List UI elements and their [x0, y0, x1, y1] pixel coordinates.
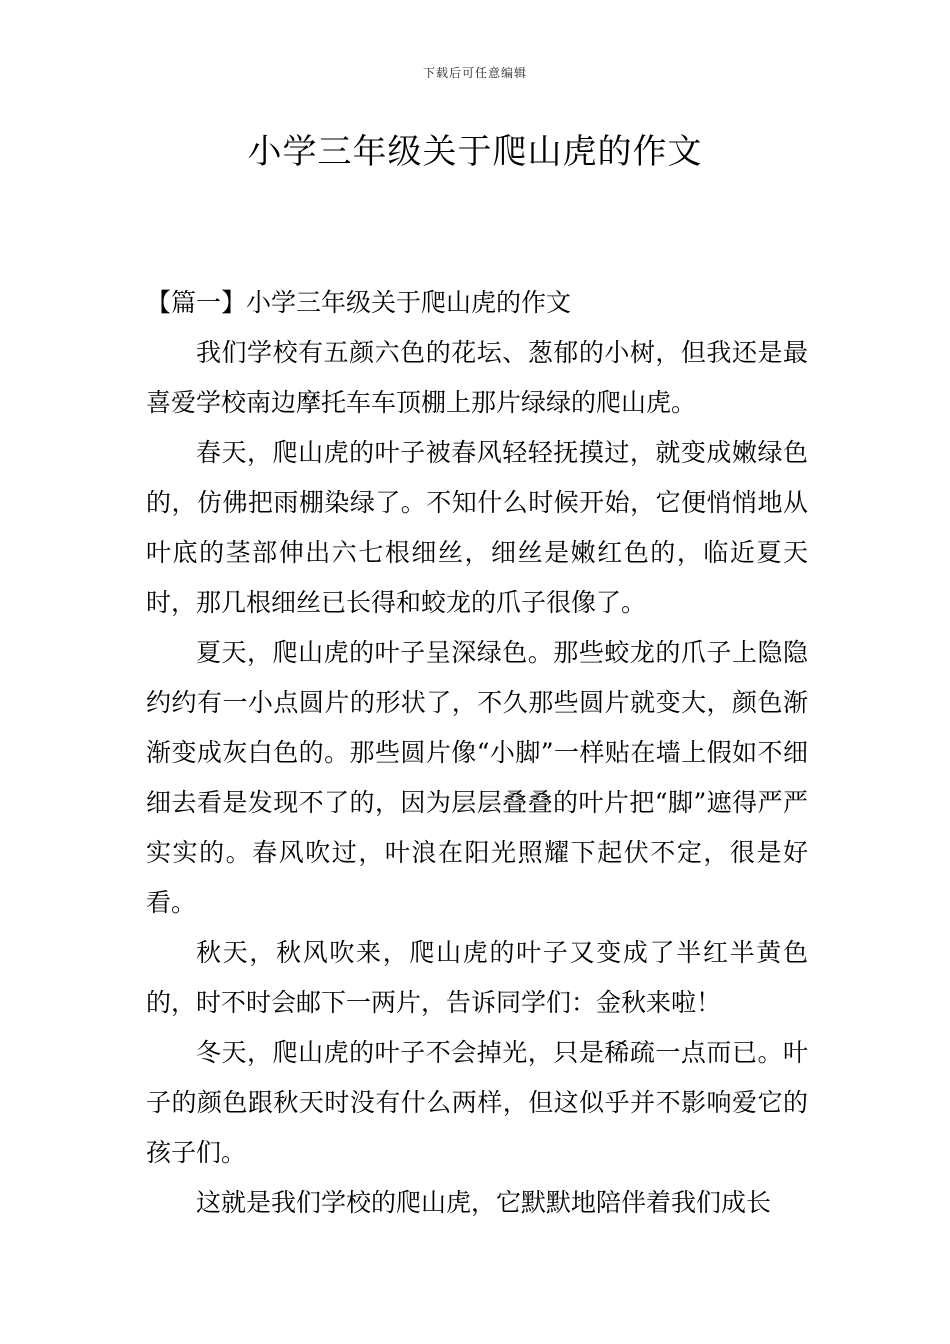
paragraph-winter: 冬天，爬山虎的叶子不会掉光，只是稀疏一点而已。叶子的颜色跟秋天时没有什么两样，但这似乎并不影响爱它的孩子们。 — [146, 1038, 808, 1167]
paragraph-conclusion: 这就是我们学校的爬山虎，它默默地陪伴着我们成长 — [196, 1188, 772, 1217]
paragraph-autumn: 秋天，秋风吹来，爬山虎的叶子又变成了半红半黄色的，时不时会邮下一两片，告诉同学们：金秋来啦！ — [146, 938, 808, 1017]
paragraph-spring: 春天，爬山虎的叶子被春风轻轻抚摸过，就变成嫩绿色的，仿佛把雨棚染绿了。不知什么时候开始，它便悄悄地从叶底的茎部伸出六七根细丝，细丝是嫩红色的，临近夏天时，那几根细丝已长得和蛟龙的爪子很像了。 — [146, 438, 808, 617]
paragraph-intro: 我们学校有五颜六色的花坛、葱郁的小树，但我还是最喜爱学校南边摩托车车顶棚上那片绿绿的爬山虎。 — [146, 338, 808, 417]
paragraph-summer: 夏天，爬山虎的叶子呈深绿色。那些蛟龙的爪子上隐隐约约有一小点圆片的形状了，不久那些圆片就变大，颜色渐渐变成灰白色的。那些圆片像“小脚”一样贴在墙上假如不细细去看是发现不了的，因为层层叠叠的叶片把“脚”遮得严严实实的。春风吹过，叶浪在阳光照耀下起伏不定，很是好看。 — [146, 638, 808, 917]
document-body — [146, 278, 808, 1228]
section-heading: 【篇一】小学三年级关于爬山虎的作文 — [146, 288, 572, 317]
header-note: 下载后可任意编辑 — [422, 66, 527, 80]
page-title: 小学三年级关于爬山虎的作文 — [247, 132, 703, 172]
